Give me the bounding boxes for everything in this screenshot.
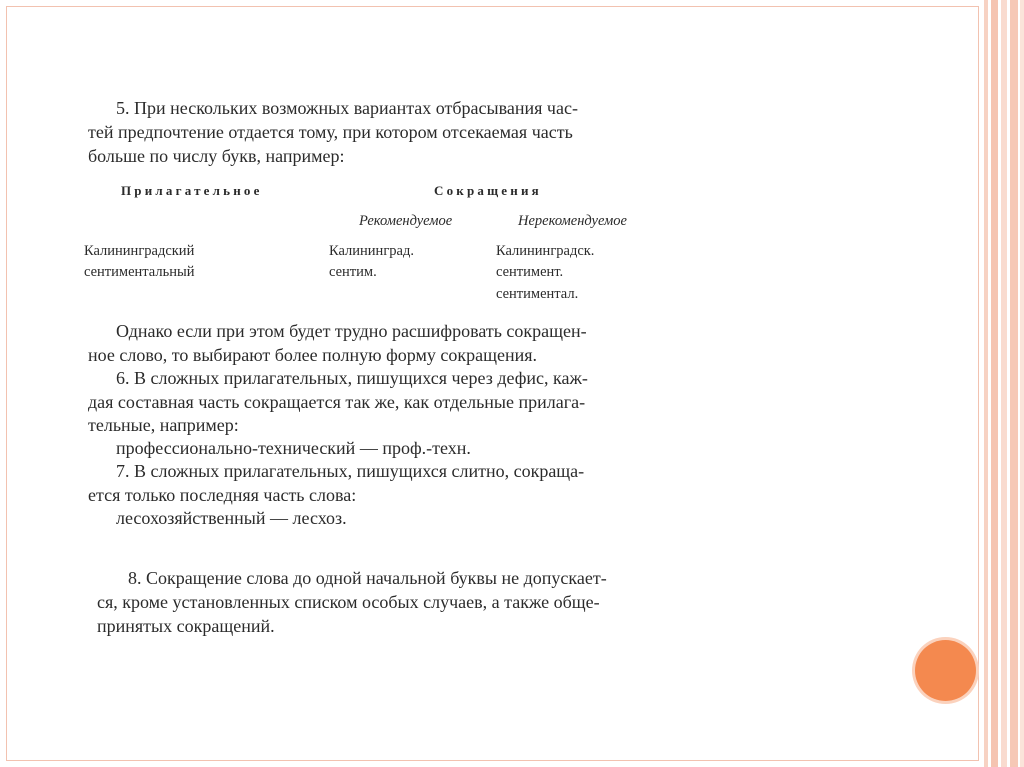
table-cell-adjective: сентиментальный — [84, 264, 195, 280]
paragraph-6-line-2: дая составная часть сокращается так же, как отдельные прилага- — [88, 392, 586, 412]
paragraph-7-line-1: 7. В сложных прилагательных, пишущихся слитно, сокраща- — [116, 461, 585, 481]
paragraph-line: ное слово, то выбирают более полную форму сокращения. — [88, 345, 538, 365]
paragraph-6-line-3: тельные, например: — [88, 415, 239, 435]
table-header-abbreviations: Сокращения — [434, 183, 542, 198]
paragraph-5-line-3: больше по числу букв, например: — [88, 146, 345, 166]
table-cell-recommended: Калининград. — [329, 243, 414, 259]
paragraph-5-line-1: 5. При нескольких возможных вариантах отбрасывания час- — [116, 98, 578, 118]
decor-stripe — [1020, 0, 1024, 767]
paragraph-8-line-1: 8. Сокращение слова до одной начальной буквы не допускает- — [128, 568, 607, 588]
paragraph-8-line-2: ся, кроме установленных списком особых случаев, а также обще- — [97, 592, 600, 612]
decor-stripe — [991, 0, 998, 767]
table-cell-adjective: Калининградский — [84, 243, 195, 259]
table-cell-not-recommended: Калининградск. — [496, 243, 595, 259]
table-cell-not-recommended: сентимент. — [496, 264, 564, 280]
table-cell-recommended: сентим. — [329, 264, 377, 280]
example-line: профессионально-технический — проф.-техн. — [116, 438, 471, 458]
paragraph-line: Однако если при этом будет трудно расшифровать сокращен- — [116, 321, 587, 341]
table-cell-not-recommended: сентиментал. — [496, 286, 579, 302]
paragraph-7-line-2: ется только последняя часть слова: — [88, 485, 357, 505]
example-line: лесохозяйственный — лесхоз. — [116, 508, 347, 528]
paragraph-6-line-1: 6. В сложных прилагательных, пишущихся через дефис, каж- — [116, 368, 588, 388]
paragraph-8-line-3: принятых сокращений. — [97, 616, 275, 636]
decor-circle — [915, 640, 976, 701]
paragraph-5-line-2: тей предпочтение отдается тому, при котором отсекаемая часть — [88, 122, 573, 142]
decor-stripe — [984, 0, 988, 767]
table-subheader-not-recommended: Нерекомендуемое — [518, 213, 627, 229]
table-header-adjective: Прилагательное — [121, 183, 263, 198]
decor-stripe — [1010, 0, 1018, 767]
table-subheader-recommended: Рекомендуемое — [359, 213, 453, 229]
decor-stripe — [1001, 0, 1007, 767]
